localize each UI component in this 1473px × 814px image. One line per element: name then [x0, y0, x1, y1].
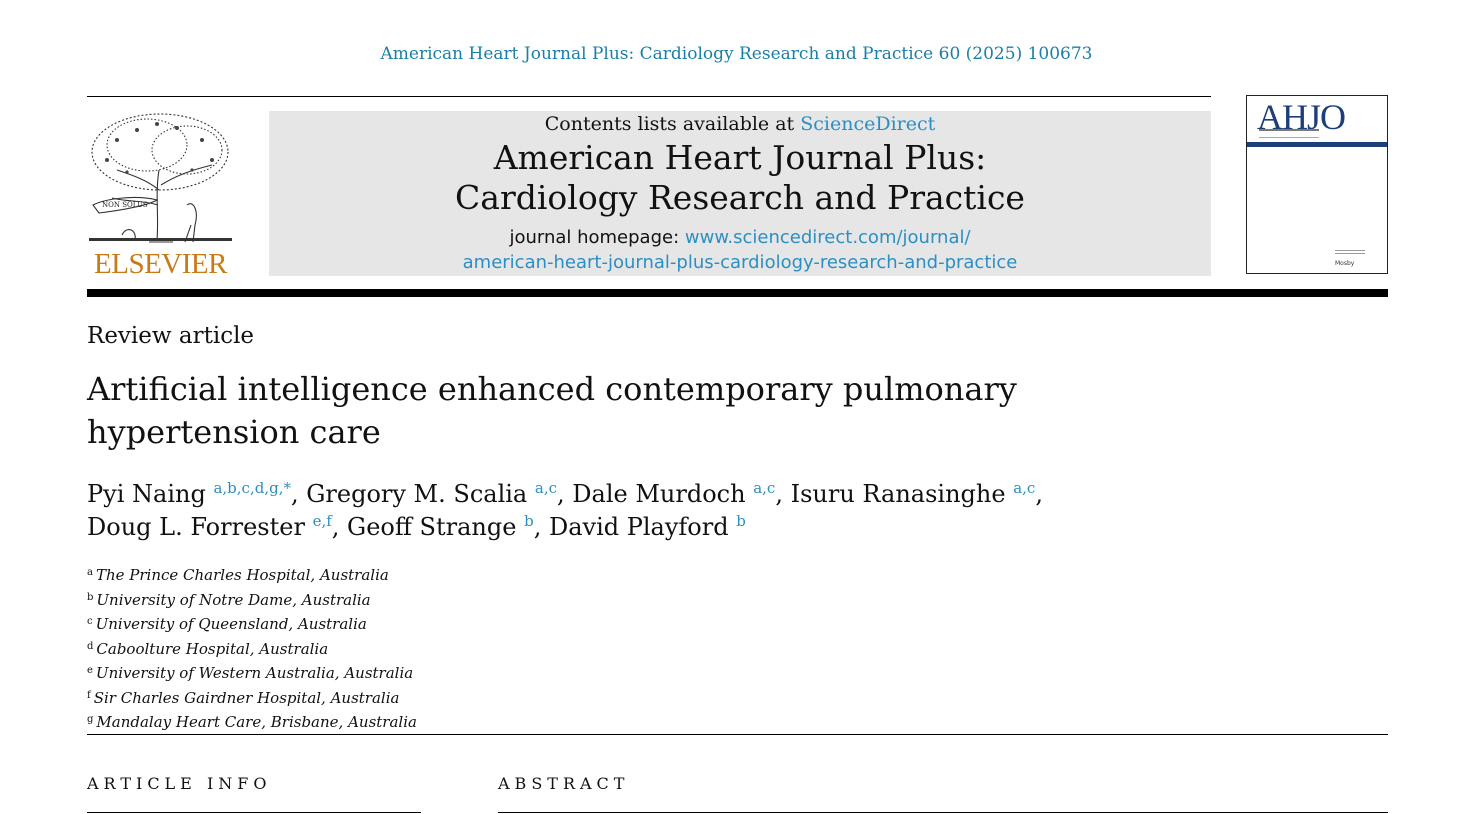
affiliation-list — [87, 562, 417, 734]
journal-cover-thumbnail[interactable] — [1246, 95, 1388, 274]
affiliation-item: $^e$ University of Western Australia, Australia — [87, 664, 414, 682]
affiliation-item: $^g$ Mandalay Heart Care, Brisbane, Australia — [87, 713, 417, 731]
cover-acronym: AHJO — [1257, 97, 1346, 137]
affiliation-item: $^d$ Caboolture Hospital, Australia — [87, 639, 329, 658]
header-thick-rule — [87, 289, 1388, 297]
journal-title-line1: American Heart Journal Plus: — [493, 138, 987, 177]
contents-prefix: Contents lists available at — [544, 113, 795, 135]
author-name[interactable]: Gregory M. Scalia — [306, 480, 528, 508]
author-name[interactable]: Dale Murdoch — [572, 480, 746, 508]
sciencedirect-link[interactable]: ScienceDirect — [800, 113, 936, 135]
article-type: Review article — [87, 323, 255, 349]
cover-blue-bar — [1247, 142, 1387, 147]
author-name[interactable]: Isuru Ranasinghe — [790, 480, 1006, 508]
author-affil-link[interactable]: b — [524, 512, 534, 530]
journal-title-line2: Cardiology Research and Practice — [455, 178, 1025, 217]
author-list — [87, 478, 1187, 544]
article-title-line1: Artificial intelligence enhanced contemporary pulmonary — [87, 370, 1017, 408]
affiliation-item: $^b$ University of Notre Dame, Australia — [87, 590, 371, 609]
author-affil-link[interactable]: e,f — [312, 512, 332, 530]
motto-text: NON SOLUS — [102, 201, 148, 209]
author-name[interactable]: Geoff Strange — [347, 513, 517, 541]
journal-banner — [269, 111, 1211, 276]
journal-citation[interactable]: American Heart Journal Plus: Cardiology Research and Practice 60 (2025) 100673 — [380, 44, 1093, 64]
author-line-2: Doug L. Forrester $^{e,f}$, Geoff Strange $^b$, David Playford $^b$ — [87, 512, 746, 541]
section-divider — [87, 734, 1388, 735]
author-affil-link[interactable]: a,c — [1013, 479, 1036, 497]
article-title-line2: hypertension care — [87, 413, 381, 451]
journal-title[interactable] — [269, 138, 1211, 218]
article-info-heading: ARTICLE INFO — [87, 774, 272, 793]
homepage-link-line1[interactable]: www.sciencedirect.com/journal/ — [684, 227, 971, 248]
abstract-heading: ABSTRACT — [498, 774, 630, 793]
author-affil-link[interactable]: a,c — [753, 479, 776, 497]
author-affil-link[interactable]: a,b,c,d,g,* — [213, 479, 291, 497]
affiliation-item: $^f$ Sir Charles Gairdner Hospital, Australia — [87, 688, 400, 707]
cover-subtitle-lines — [1259, 129, 1319, 138]
author-affil-link[interactable]: b — [736, 512, 746, 530]
journal-homepage — [269, 225, 1211, 275]
author-affil-link[interactable]: a,c — [534, 479, 558, 497]
abstract-rule — [498, 812, 1388, 813]
cover-publisher-mark: Mosby — [1335, 260, 1355, 267]
cover-small-lines — [1335, 250, 1365, 254]
article-info-rule — [87, 812, 421, 813]
article-title — [87, 368, 1047, 454]
author-name[interactable]: Pyi Naing — [87, 480, 206, 508]
author-name[interactable]: Doug L. Forrester — [87, 513, 305, 541]
affiliation-item: $^a$ The Prince Charles Hospital, Australia — [87, 566, 389, 584]
homepage-link-line2[interactable]: american-heart-journal-plus-cardiology-research-and-practice — [462, 252, 1018, 273]
homepage-prefix: journal homepage: — [509, 227, 680, 248]
affiliation-item: $^c$ University of Queensland, Australia — [87, 615, 367, 633]
header-rule — [87, 96, 1211, 97]
elsevier-wordmark: ELSEVIER — [94, 248, 227, 280]
author-name[interactable]: David Playford — [548, 513, 729, 541]
contents-line — [269, 111, 1211, 136]
author-line-1: Pyi Naing $^{a,b,c,d,g,*}$, Gregory M. Scalia $^{a,c}$, Dale Murdoch $^{a,c}$, Isuru Ranasinghe $^{a,c}$, — [87, 479, 1043, 508]
